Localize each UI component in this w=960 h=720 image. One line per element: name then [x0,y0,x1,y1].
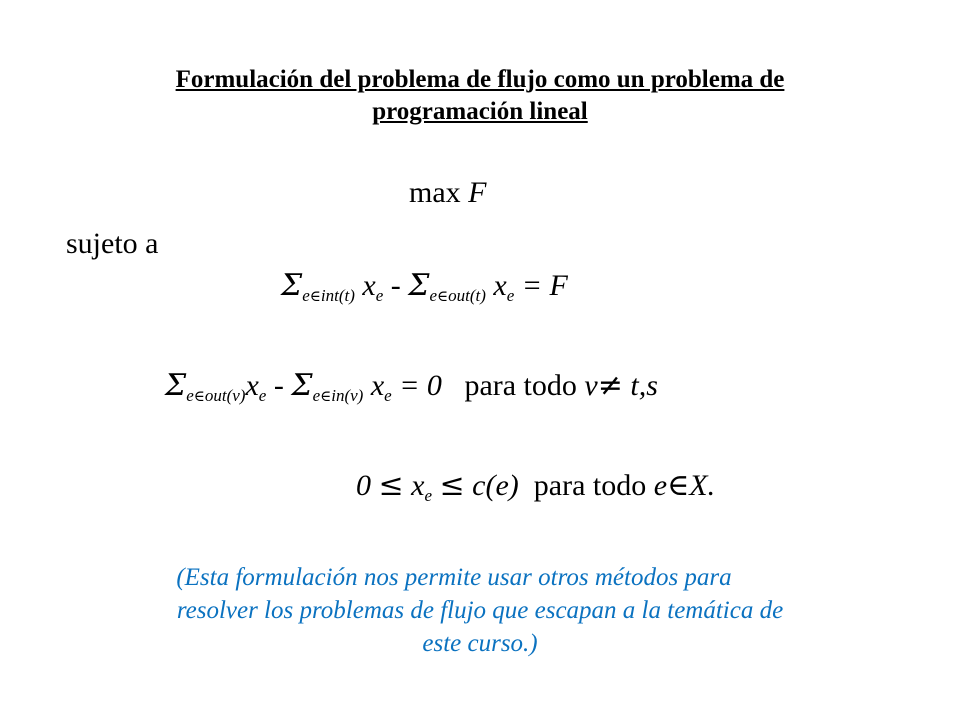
flow-conservation-sink-constraint: $\Sigma_{e\in int(t)}$ $x_e - \Sigma_{e\in out(t)}$ $x_e = F$ [281,268,568,305]
objective-function [409,176,486,210]
edge-set: X. [689,469,716,502]
note-line-2: resolver los problemas de flujo que escapan a la temática de [176,597,784,624]
note-line-3: este curso.) [422,630,538,657]
sum-symbol: Σ [281,268,303,303]
sum-index: e∈in(v) [312,386,364,405]
minus-sign: - [390,269,401,302]
sum-index: e∈out(t) [429,286,486,305]
less-equal-symbol: ≤ [378,468,404,503]
sum-symbol: Σ [408,268,430,303]
capacity-function: c(e) [472,469,519,502]
sum-symbol: Σ [165,368,187,403]
page-title-line-2: programación lineal [372,98,588,125]
sum-index: e∈out(v) [186,386,246,405]
less-equal-symbol: ≤ [439,468,465,503]
lower-bound: 0 [356,469,371,502]
for-all-text: para todo [533,469,647,502]
variable-x: x [245,369,259,402]
variable-x: x [370,369,385,402]
page-title [0,64,960,128]
capacity-constraint: $0 \le x_e \le c(e)$ para todo e∈X. [356,468,716,505]
objective-keyword: max [409,176,461,209]
right-hand-side: = 0 [399,369,442,402]
flow-conservation-node-constraint: $\Sigma_{e\in out(v)}x_e - \Sigma_{e\in in(v)}$ $x_e = 0$ para todo v≠ t,s [165,368,658,405]
objective-variable: F [468,176,487,209]
page-title-line-1: Formulación del problema de flujo como un problema de [175,66,785,93]
sum-symbol: Σ [291,368,313,403]
for-all-text: para todo [464,369,577,402]
note-text [0,561,960,660]
variable-x: x [362,269,376,302]
element-of-symbol: ∈ [667,468,690,503]
not-equal-symbol: ≠ [597,368,623,403]
variable-x: x [493,269,507,302]
source-sink-nodes: t,s [630,369,658,402]
sum-index: e∈int(t) [302,286,355,305]
variable-v: v [584,369,598,402]
variable-e: e [653,469,668,502]
minus-sign: - [273,369,284,402]
subject-to-label: sujeto a [66,227,159,260]
note-line-1: (Esta formulación nos permite usar otros métodos para [176,564,732,591]
right-hand-side: = F [521,269,568,302]
variable-x: x [411,469,425,502]
